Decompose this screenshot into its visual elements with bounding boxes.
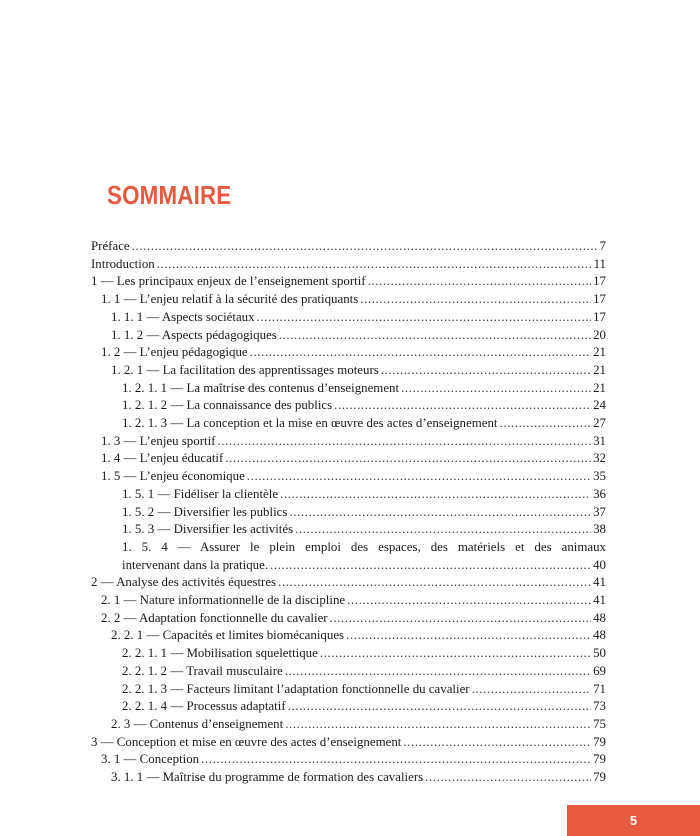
toc-entry-page: 20 <box>593 327 606 342</box>
toc-entry-label: Préface <box>91 239 130 253</box>
toc-entry[interactable] <box>91 592 606 610</box>
toc-entry-label: 2. 1 — Nature informationnelle de la discipline <box>101 593 346 608</box>
toc-entry-label: 1. 3 — L’enjeu sportif <box>101 433 216 448</box>
toc-entry-label: 1. 2. 1 — La facilitation des apprentissages moteurs <box>111 362 379 377</box>
toc-entry-page: 38 <box>593 522 606 537</box>
toc-entry-page: 11 <box>593 256 606 271</box>
dot-leader <box>285 663 591 681</box>
toc-entry-label: 1. 1. 2 — Aspects pédagogiques <box>111 327 277 342</box>
toc-entry-label: 1. 5. 1 — Fidéliser la clientèle <box>122 486 279 501</box>
dot-leader <box>285 716 591 734</box>
toc-entry[interactable] <box>91 450 606 468</box>
toc-entry[interactable] <box>91 751 606 769</box>
toc-entry[interactable] <box>91 486 606 504</box>
toc-entry[interactable] <box>91 769 606 787</box>
toc-entry-label: 1. 5 — L’enjeu économique <box>101 469 245 484</box>
toc-entry[interactable] <box>91 273 606 291</box>
toc-entry[interactable] <box>91 433 606 451</box>
toc-entry[interactable] <box>91 521 606 539</box>
toc-entry-page: 37 <box>593 504 606 519</box>
toc-entry-label: 1. 5. 3 — Diversifier les activités <box>122 522 294 537</box>
toc-entry-label: 1. 4 — L’enjeu éducatif <box>101 451 224 466</box>
toc-entry[interactable] <box>91 415 606 433</box>
toc-entry-label: 3 — Conception et mise en œuvre des actes d’enseignement <box>91 734 402 749</box>
toc-entry-page: 48 <box>593 610 606 625</box>
toc-entry[interactable] <box>91 256 606 274</box>
toc-entry-label: 1. 2. 1. 1 — La maîtrise des contenus d’enseignement <box>122 380 400 395</box>
toc-entry-page: 40 <box>593 557 606 572</box>
toc-entry-label: 1. 2 — L’enjeu pédagogique <box>101 345 248 360</box>
toc-entry[interactable] <box>91 327 606 345</box>
dot-leader <box>289 504 591 522</box>
toc-entry-page: 79 <box>593 752 606 767</box>
toc-entry[interactable] <box>91 681 606 699</box>
dot-leader <box>278 574 591 592</box>
toc-entry-label: 1. 5. 4 — Assurer le plein emploi des espaces, des matériels et des animaux <box>122 539 606 554</box>
toc-entry-page: 36 <box>593 486 606 501</box>
toc-entry-page: 35 <box>593 469 606 484</box>
dot-leader <box>368 273 592 291</box>
dot-leader <box>401 380 591 398</box>
toc-entry[interactable] <box>91 645 606 663</box>
toc-entry-page: 21 <box>593 345 606 360</box>
toc-entry[interactable] <box>91 291 606 309</box>
toc-entry-label: 1. 2. 1. 2 — La connaissance des publics <box>122 398 333 413</box>
toc-entry-label: 1. 5. 2 — Diversifier les publics <box>122 504 288 519</box>
toc-entry-continuation[interactable] <box>91 557 606 575</box>
toc-entry-label: 2. 3 — Contenus d’enseignement <box>111 716 284 731</box>
page-number-tab <box>567 805 700 836</box>
dot-leader <box>472 681 592 699</box>
toc-entry-page: 73 <box>593 699 606 714</box>
dot-leader <box>279 327 591 345</box>
toc-entry[interactable] <box>91 468 606 486</box>
dot-leader <box>347 592 591 610</box>
toc-entry-page: 41 <box>593 593 606 608</box>
toc-entry-page: 50 <box>593 646 606 661</box>
toc-entry-label: Introduction <box>91 256 155 271</box>
toc-entry-page: 21 <box>593 380 606 395</box>
toc-entry[interactable] <box>91 504 606 522</box>
dot-leader <box>250 344 591 362</box>
dot-leader <box>403 734 591 752</box>
toc-entry[interactable] <box>91 238 606 256</box>
toc-entry-label: 2. 2. 1 — Capacités et limites biomécaniques <box>111 628 345 643</box>
table-of-contents <box>91 238 606 787</box>
toc-entry-page: 17 <box>593 292 606 307</box>
dot-leader <box>225 450 591 468</box>
toc-entry[interactable] <box>91 574 606 592</box>
dot-leader <box>280 486 591 504</box>
toc-entry-label: 3. 1 — Conception <box>101 752 200 767</box>
toc-entry-label: 3. 1. 1 — Maîtrise du programme de formation des cavaliers <box>111 770 424 785</box>
toc-entry-label: 2 — Analyse des activités équestres <box>91 575 277 590</box>
toc-entry[interactable] <box>91 397 606 415</box>
toc-entry-page: 21 <box>593 362 606 377</box>
dot-leader <box>425 769 591 787</box>
toc-entry[interactable] <box>91 663 606 681</box>
toc-entry-page: 69 <box>593 663 606 678</box>
toc-entry-page: 79 <box>593 770 606 785</box>
toc-entry[interactable] <box>91 362 606 380</box>
dot-leader <box>247 468 591 486</box>
toc-entry[interactable] <box>91 309 606 327</box>
page-number: 5 <box>629 813 638 828</box>
page-title: SOMMAIRE <box>107 180 232 210</box>
dot-leader <box>295 521 591 539</box>
dot-leader <box>217 433 591 451</box>
dot-leader <box>346 627 591 645</box>
toc-entry[interactable] <box>91 734 606 752</box>
dot-leader <box>330 610 592 628</box>
toc-entry[interactable] <box>91 716 606 734</box>
dot-leader <box>381 362 591 380</box>
toc-entry-label: 2. 2. 1. 2 — Travail musculaire <box>122 663 283 678</box>
toc-entry-page: 48 <box>593 628 606 643</box>
toc-entry[interactable] <box>91 344 606 362</box>
dot-leader <box>320 645 591 663</box>
toc-entry[interactable] <box>91 627 606 645</box>
toc-entry-page: 79 <box>593 734 606 749</box>
toc-entry[interactable] <box>91 698 606 716</box>
toc-entry-label: 2. 2 — Adaptation fonctionnelle du cavalier <box>101 610 328 625</box>
toc-entry-page: 7 <box>599 239 606 253</box>
toc-entry-page: 17 <box>593 274 606 289</box>
toc-entry-label: 2. 2. 1. 3 — Facteurs limitant l’adaptation fonctionnelle du cavalier <box>122 681 470 696</box>
toc-entry[interactable] <box>91 380 606 398</box>
dot-leader <box>257 309 592 327</box>
toc-entry-label: intervenant dans la pratique. <box>122 557 269 572</box>
toc-entry-page: 27 <box>593 416 606 431</box>
dot-leader <box>360 291 591 309</box>
toc-entry[interactable] <box>91 610 606 628</box>
dot-leader <box>270 557 591 575</box>
toc-entry-label: 1 — Les principaux enjeux de l’enseignement sportif <box>91 274 366 289</box>
toc-entry-label: 2. 2. 1. 4 — Processus adaptatif <box>122 699 286 714</box>
toc-entry-page: 31 <box>593 433 606 448</box>
dot-leader <box>201 751 591 769</box>
toc-entry[interactable] <box>91 539 606 557</box>
dot-leader <box>157 256 592 274</box>
toc-entry-label: 2. 2. 1. 1 — Mobilisation squelettique <box>122 646 318 661</box>
toc-entry-page: 75 <box>593 716 606 731</box>
dot-leader <box>334 397 591 415</box>
toc-entry-page: 17 <box>593 309 606 324</box>
toc-entry-label: 1. 1. 1 — Aspects sociétaux <box>111 309 255 324</box>
toc-entry-page: 41 <box>593 575 606 590</box>
dot-leader <box>132 238 598 256</box>
toc-entry-page: 71 <box>593 681 606 696</box>
dot-leader <box>500 415 592 433</box>
toc-entry-label: 1. 1 — L’enjeu relatif à la sécurité des pratiquants <box>101 292 359 307</box>
dot-leader <box>288 698 591 716</box>
toc-entry-page: 32 <box>593 451 606 466</box>
toc-entry-page: 24 <box>593 398 606 413</box>
toc-entry-label: 1. 2. 1. 3 — La conception et la mise en œuvre des actes d’enseignement <box>122 416 498 431</box>
